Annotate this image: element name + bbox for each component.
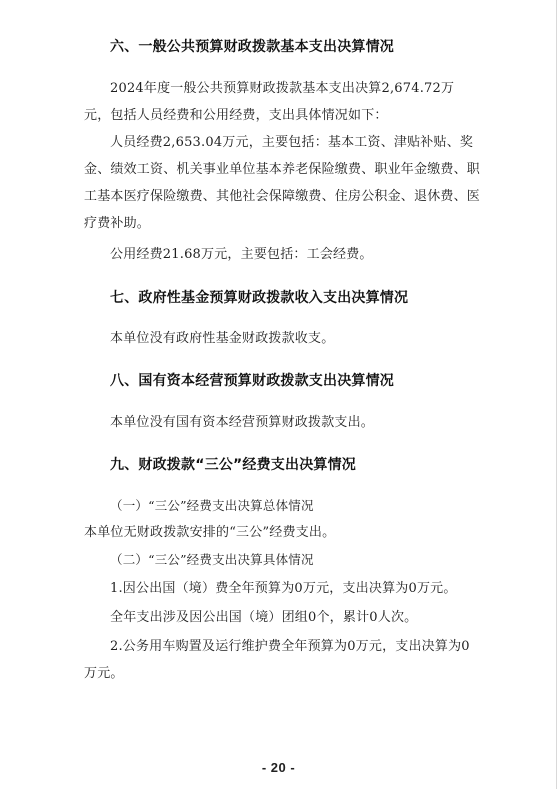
page-number: - 20 - [261,760,296,775]
section-9-paragraph-2: 1.因公出国（境）费全年预算为0万元，支出决算为0万元。 [110,581,457,596]
section-8-paragraph-1: 本单位没有国有资本经营预算财政拨款支出。 [110,415,375,430]
section-9-heading: 九、财政拨款“三公”经费支出决算情况 [110,457,357,473]
section-6-heading: 六、一般公共预算财政拨款基本支出决算情况 [110,39,394,55]
section-9-paragraph-3: 全年支出涉及因公出国（境）团组0个，累计0人次。 [110,610,418,625]
section-7-paragraph-1: 本单位没有政府性基金财政拨款收支。 [110,331,335,346]
section-9-paragraph-1: 本单位无财政拨款安排的“三公”经费支出。 [84,525,336,540]
section-9-subheading-2: （二）“三公”经费支出决算具体情况 [110,552,314,567]
section-6-paragraph-1: 2024年度一般公共预算财政拨款基本支出决算2,674.72万元，包括人员经费和公用经费，支出具体情况如下： [84,81,455,123]
section-6-paragraph-3: 公用经费21.68万元，主要包括：工会经费。 [110,247,373,262]
section-9-paragraph-4: 2.公务用车购置及运行维护费全年预算为0万元，支出决算为0万元。 [84,639,470,681]
section-6-paragraph-2: 人员经费2,653.04万元，主要包括：基本工资、津贴补贴、奖金、绩效工资、机关事业单位基本养老保险缴费、职业年金缴费、职工基本医疗保险缴费、其他社会保障缴费、住房公积金、退休费、医疗费补助。 [84,135,481,231]
section-8-heading: 八、国有资本经营预算财政拨款支出决算情况 [110,373,394,389]
section-9-subheading-1: （一）“三公”经费支出决算总体情况 [110,498,314,513]
section-7-heading: 七、政府性基金预算财政拨款收入支出决算情况 [110,290,409,306]
